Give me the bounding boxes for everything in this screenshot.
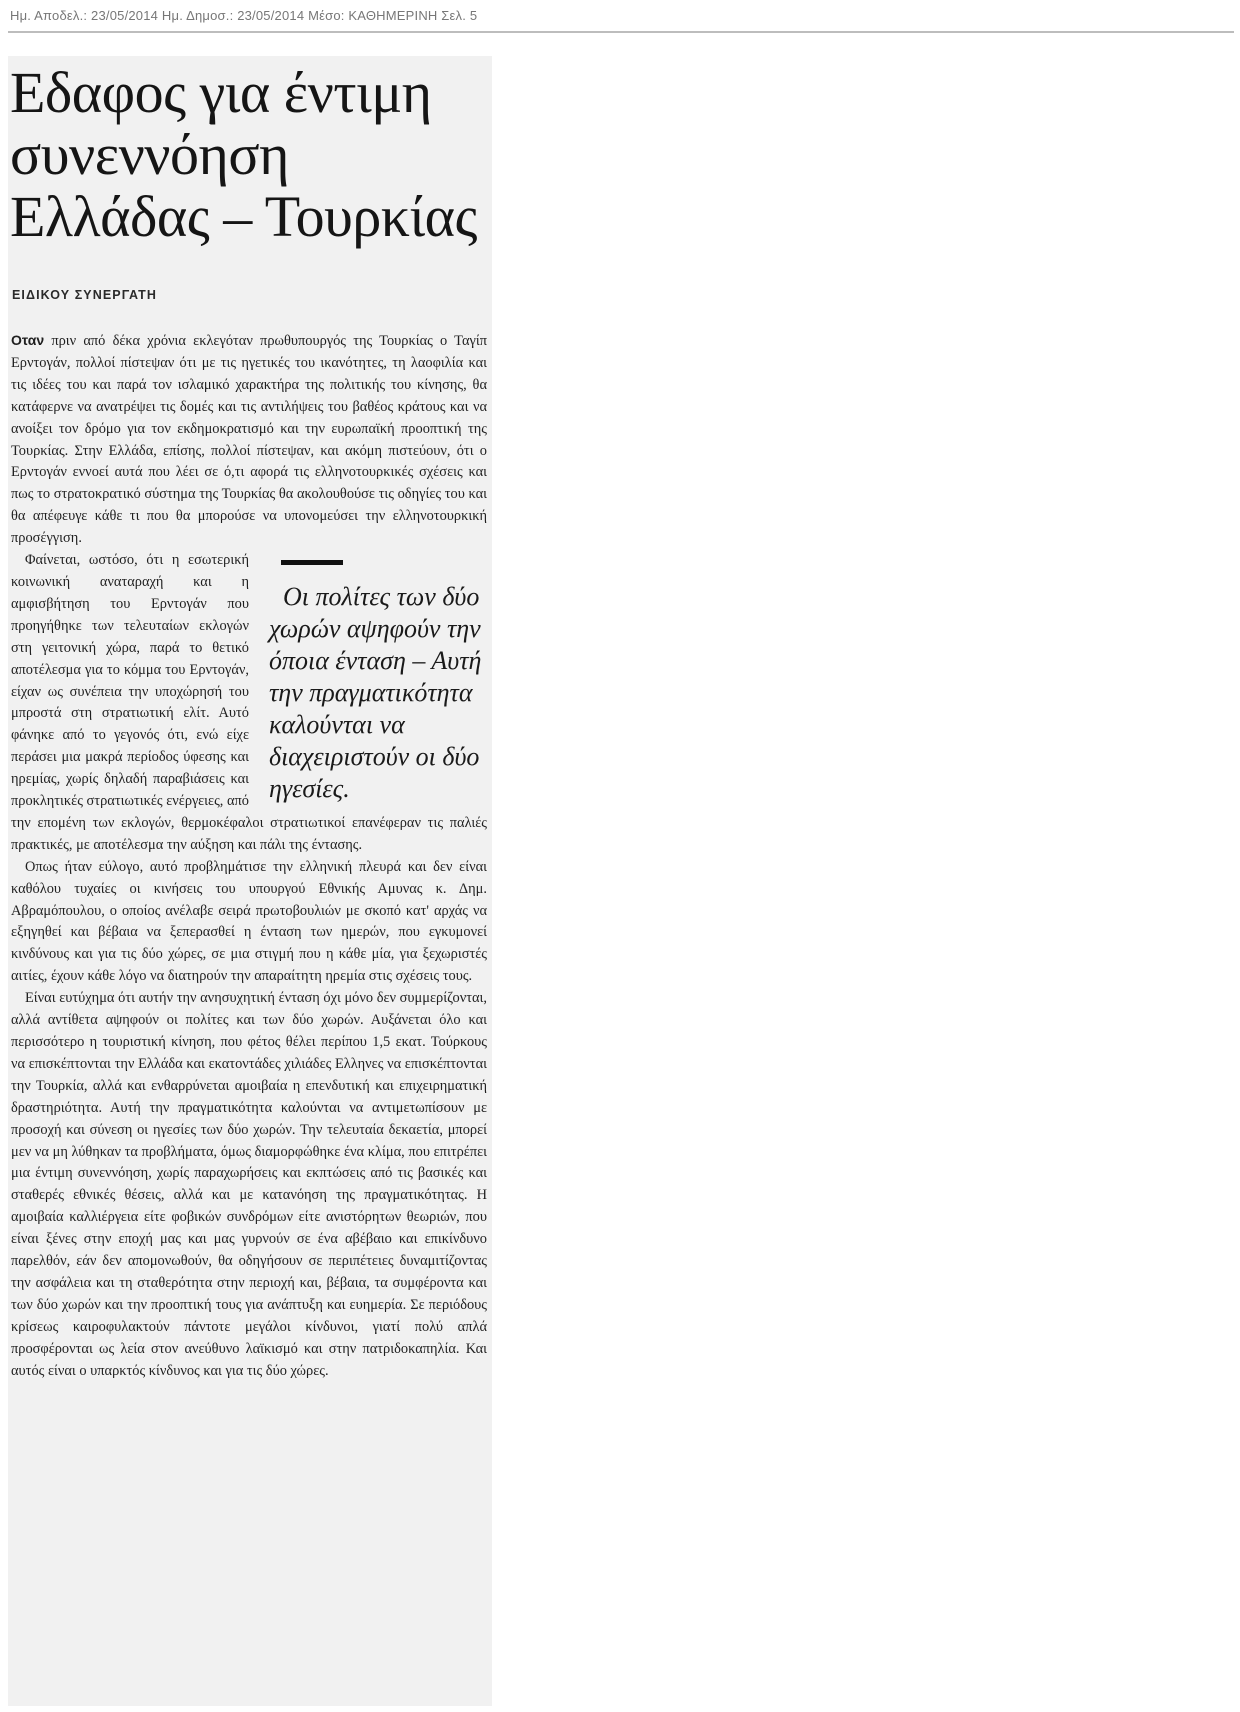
paragraph-1-text: πριν από δέκα χρόνια εκλεγόταν πρωθυπουργός της Τουρκίας ο Ταγίπ Ερντογάν, πολλοί πίστεψαν ότι με τις ηγετικές του ικανότητες, τη λαοφιλία και τις ιδέες του και παρά τον ισλαμικό χαρακτήρα της πολιτικής του κίνησης, θα κατάφερνε να ανατρέψει τις δομές και τις αντιλήψεις του βαθέος κράτους και να ανοίξει τον δρόμο για τον εκδημοκρατισμό και την ευρωπαϊκή προοπτική της Τουρκίας. Στην Ελλάδα, επίσης, πολλοί πίστεψαν, και ακόμη πιστεύουν, ότι ο Ερντογάν εννοεί αυτά που λέει σε ό,τι αφορά τις ελληνοτουρκικές σχέσεις και πως το στρατοκρατικό σύστημα της Τουρκίας θα ακολουθούσε τις οδηγίες του και θα απέφευγε κάθε τι που θα μπορούσε να υπονομεύσει την ελληνοτουρκική προσέγγιση.: [11, 333, 487, 547]
paragraph-1: [11, 330, 487, 550]
article-clipping: [8, 56, 492, 1706]
pull-quote: [265, 554, 487, 805]
paragraph-2-text: Φαίνεται, ωστόσο, ότι η εσωτερική κοινωνική αναταραχή και η αμφισβήτηση του Ερντογάν που προηγήθηκε των τελευταίων εκλογών στη γειτονική χώρα, παρά το θετικό αποτέλεσμα για το κόμμα του Ερντογάν, είχαν ως συνέπεια την υποχώρησή του μπροστά στη στρατιωτική ελίτ. Αυτό φάνηκε από το γεγονός ότι, ενώ είχε περάσει μια μακρά περίοδος ύφεσης και ηρεμίας, χωρίς δηλαδή παραβιάσεις και προκλητικές στρατιωτικές ενέργειες, από την επομένη των εκλογών, θερμοκέφαλοι στρατιωτικοί επανέφεραν τις παλιές πρακτικές, με αποτέλεσμα την αύξηση και πάλι της έντασης.: [11, 552, 487, 853]
article-byline: ΕΙΔΙΚΟΥ ΣΥΝΕΡΓΑΤΗ: [12, 288, 157, 302]
paragraph-3: Οπως ήταν εύλογο, αυτό προβλημάτισε την ελληνική πλευρά και δεν είναι καθόλου τυχαίες οι κινήσεις του υπουργού Εθνικής Αμυνας κ. Δημ. Αβραμόπουλου, ο οποίος ανέλαβε σειρά πρωτοβουλιών με σκοπό κατ' αρχάς να εξηγηθεί και βέβαια να ξεπερασθεί η ένταση των ημερών, που εγκυμονεί κινδύνους και για τις δύο χώρες, σε μια στιγμή που η κάθε μία, για ξεχωριστές αιτίες, έχουν κάθε λόγο να διατηρούν την απαραίτητη ηρεμία στις σχέσεις τους.: [11, 858, 487, 985]
clipping-metadata: Ημ. Αποδελ.: 23/05/2014 Ημ. Δημοσ.: 23/05/2014 Μέσο: ΚΑΘΗΜΕΡΙΝΗ Σελ. 5: [10, 8, 478, 23]
paragraph-4: Είναι ευτύχημα ότι αυτήν την ανησυχητική ένταση όχι μόνο δεν συμμερίζονται, αλλά αντίθετα αψηφούν οι πολίτες και των δύο χωρών. Αυξάνεται όλο και περισσότερο η τουριστική κίνηση, που φέτος θέλει περίπου 1,5 εκατ. Τούρκους να επισκέπτονται την Ελλάδα και εκατοντάδες χιλιάδες Ελληνες να επισκέπτονται την Τουρκία, αλλά και ενθαρρύνεται αμοιβαία η επενδυτική και επιχειρηματική δραστηριότητα. Αυτή την πραγματικότητα καλούνται να αντιμετωπίσουν με προσοχή και σύνεση οι ηγεσίες των δύο χωρών. Την τελευταία δεκαετία, μπορεί μεν να μη λύθηκαν τα προβλήματα, όμως διαμορφώθηκε ένα κλίμα, που επιτρέπει μια έντιμη συνεννόηση, χωρίς παραχωρήσεις και εκπτώσεις από τις βασικές και σταθερές εθνικές θέσεις, αλλά και με κατανόηση της πραγματικότητας. Η αμοιβαία καλλιέργεια είτε φοβικών συνδρόμων είτε ανιστόρητων θεωριών, που είναι ξένες στην εποχή μας και μας γυρνούν σε ένα αβέβαιο και επικίνδυνο παρελθόν, εάν δεν απομονωθούν, θα οδηγήσουν σε περιπέτειες δυναμιτίζοντας την ασφάλεια και τη σταθερότητα στην περιοχή και, βέβαια, τα συμφέροντα και των δύο χωρών και την προοπτική τους για ανάπτυξη και ευημερία. Σε περιόδους κρίσεως καιροφυλακτούν πάντοτε μεγάλοι κίνδυνοι, γιατί πολύ απλά προσφέρονται ως λεία στον ανεύθυνο λαϊκισμό και στην πατριδοκαπηλία. Και αυτός είναι ο υπαρκτός κίνδυνος και για τις δύο χώρες.: [11, 990, 487, 1379]
pull-quote-rule: [281, 560, 343, 565]
article-headline: Εδαφος για έντιμη συνεννόηση Ελλάδας – Τουρκίας: [10, 60, 477, 249]
lead-word: Οταν: [11, 332, 45, 348]
paragraph-2: [11, 550, 487, 857]
header-divider: [8, 31, 1234, 33]
article-body: [11, 330, 487, 1383]
pull-quote-text: Οι πολίτες των δύο χωρών αψηφούν την όποια ένταση – Αυτή την πραγματικότητα καλούνται να διαχειριστούν οι δύο ηγεσίες.: [269, 582, 482, 804]
